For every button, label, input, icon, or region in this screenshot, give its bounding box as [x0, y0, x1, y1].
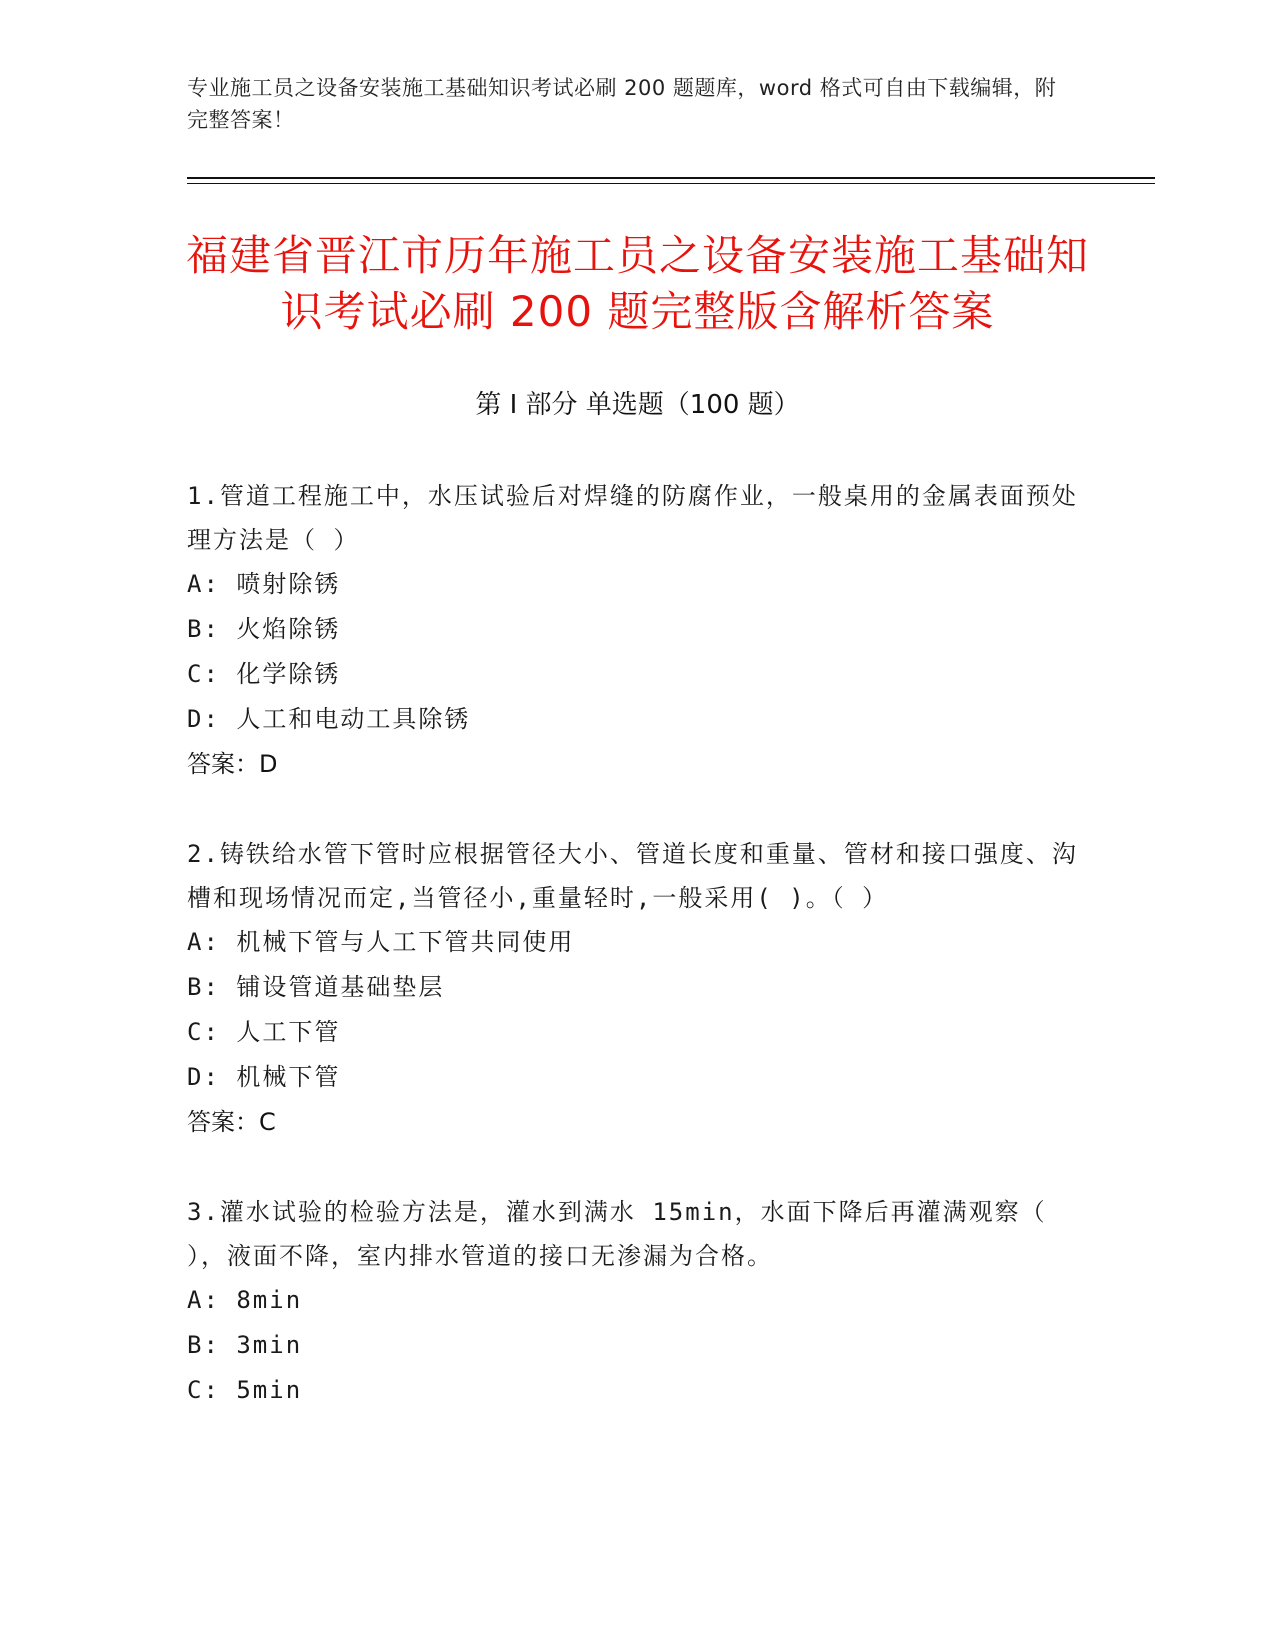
option-b: B: 铺设管道基础垫层: [187, 973, 445, 1001]
option-d: D: 机械下管: [187, 1063, 341, 1091]
option-a: A: 喷射除锈: [187, 570, 341, 598]
option-b: B: 3min: [187, 1331, 303, 1359]
option-a: A: 8min: [187, 1286, 303, 1314]
question-stem: 2.铸铁给水管下管时应根据管径大小、管道长度和重量、管材和接口强度、沟槽和现场情况而定,当管径小,重量轻时,一般采用( )。（ ）: [187, 840, 1078, 912]
header-note: 专业施工员之设备安装施工基础知识考试必刷 200 题题库，word 格式可自由下载编辑，附完整答案！: [187, 76, 1057, 132]
question-stem: 1.管道工程施工中，水压试验后对焊缝的防腐作业，一般桌用的金属表面预处理方法是（ ）: [187, 482, 1078, 554]
question-stem: 3.灌水试验的检验方法是，灌水到满水 15min，水面下降后再灌满观察（ ），液面不降，室内排水管道的接口无渗漏为合格。: [187, 1198, 1047, 1270]
question-item: [187, 474, 1087, 787]
option-a: A: 机械下管与人工下管共同使用: [187, 928, 575, 956]
option-c: C: 化学除锈: [187, 660, 341, 688]
option-d: D: 人工和电动工具除锈: [187, 705, 471, 733]
document-title: 福建省晋江市历年施工员之设备安装施工基础知识考试必刷 200 题完整版含解析答案: [185, 231, 1089, 336]
question-item: [187, 832, 1087, 1145]
question-item: [187, 1190, 1087, 1413]
answer: 答案：D: [187, 750, 278, 778]
option-c: C: 5min: [187, 1376, 303, 1404]
option-c: C: 人工下管: [187, 1018, 341, 1046]
section-title: 第 I 部分 单选题（100 题）: [475, 390, 800, 420]
question-list: [187, 474, 1087, 1458]
header-divider-thick: [187, 177, 1155, 179]
answer: 答案：C: [187, 1108, 276, 1136]
header-divider-thin: [187, 183, 1155, 184]
option-b: B: 火焰除锈: [187, 615, 341, 643]
